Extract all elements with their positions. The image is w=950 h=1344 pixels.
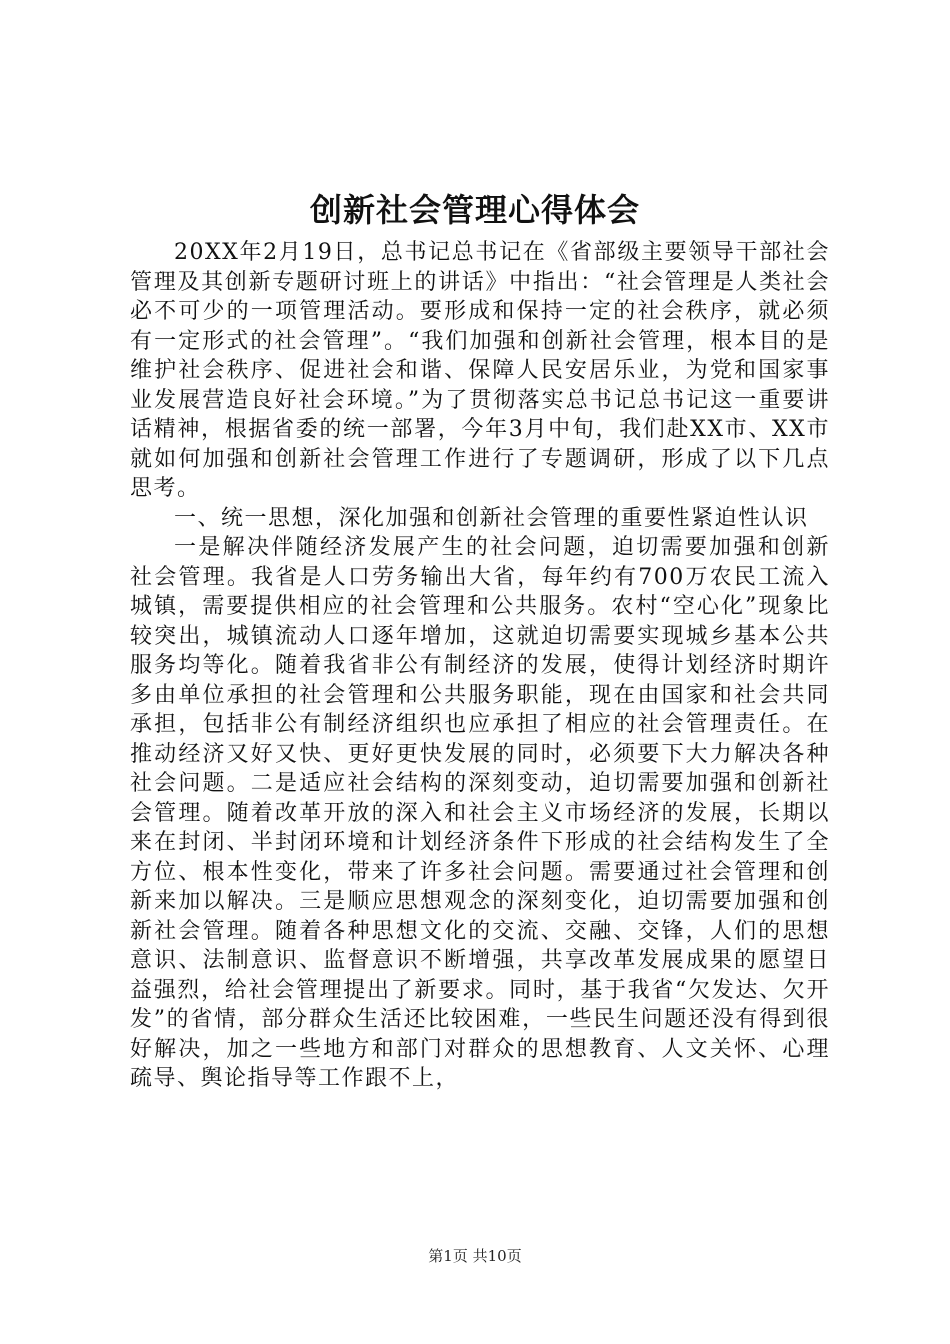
- document-title: 创新社会管理心得体会: [309, 191, 640, 229]
- paragraph-body: 一是解决伴随经济发展产生的社会问题，迫切需要加强和创新社会管理。我省是人口劳务输出大省，每年约有700万农民工流入城镇，需要提供相应的社会管理和公共服务。农村“空心化”现象比较突出，城镇流动人口逐年增加，这就迫切需要实现城乡基本公共服务均等化。随着我省非公有制经济的发展，使得计划经济时期许多由单位承担的社会管理和公共服务职能，现在由国家和社会共同承担，包括非公有制经济组织也应承担了相应的社会管理责任。在推动经济又好又快、更好更快发展的同时，必须要下大力解决各种社会问题。二是适应社会结构的深刻变动，迫切需要加强和创新社会管理。随着改革开放的深入和社会主义市场经济的发展，长期以来在封闭、半封闭环境和计划经济条件下形成的社会结构发生了全方位、根本性变化，带来了许多社会问题。需要通过社会管理和创新来加以解决。三是顺应思想观念的深刻变化，迫切需要加强和创新社会管理。随着各种思想文化的交流、交融、交锋，人们的思想意识、法制意识、监督意识不断增强，共享改革发展成果的愿望日益强烈，给社会管理提出了新要求。同时，基于我省“欠发达、欠开发”的省情，部分群众生活还比较困难，一些民生问题还没有得到很好解决，加之一些地方和部门对群众的思想教育、人文关怀、心理疏导、舆论指导等工作跟不上，: [130, 535, 830, 1091]
- page-indicator: 第1页 共10页: [428, 1247, 522, 1265]
- paragraph-section-heading: 一、统一思想，深化加强和创新社会管理的重要性紧迫性认识: [174, 505, 809, 531]
- paragraph-intro: 20XX年2月19日，总书记总书记在《省部级主要领导干部社会管理及其创新专题研讨班上的讲话》中指出：“社会管理是人类社会必不可少的一项管理活动。要形成和保持一定的社会秩序，就必须有一定形式的社会管理”。“我们加强和创新社会管理，根本目的是维护社会秩序、促进社会和谐、保障人民安居乐业，为党和国家事业发展营造良好社会环境。”为了贯彻落实总书记总书记这一重要讲话精神，根据省委的统一部署，今年3月中旬，我们赴XX市、XX市就如何加强和创新社会管理工作进行了专题调研，形成了以下几点思考。: [130, 240, 830, 501]
- page-footer: [0, 1246, 950, 1266]
- document-body: [130, 238, 830, 1094]
